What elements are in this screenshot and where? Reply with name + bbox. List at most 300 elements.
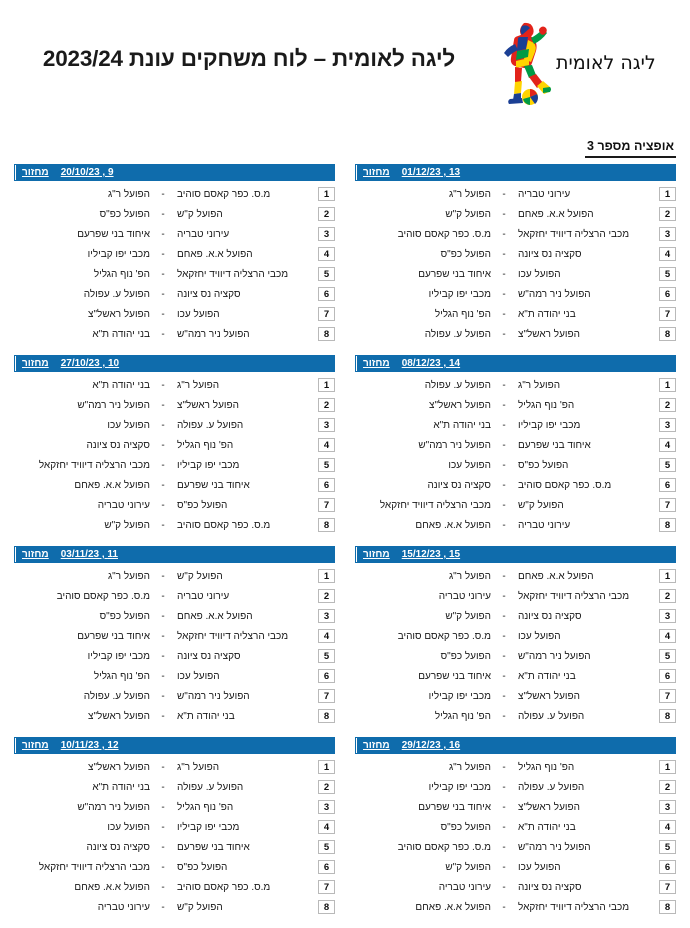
home-team-name: הפועל ראשל"צ xyxy=(518,690,580,702)
match-row xyxy=(14,877,335,897)
match-number: 8 xyxy=(659,518,676,532)
home-team-name: הפועל ניר רמה"ש xyxy=(518,650,591,662)
match-row xyxy=(14,475,335,495)
match-number: 6 xyxy=(659,669,676,683)
match-row xyxy=(355,757,676,777)
versus-dash: - xyxy=(161,479,165,491)
match-row xyxy=(14,244,335,264)
home-team-name: הפועל ניר רמה"ש xyxy=(518,841,591,853)
away-team-name: מכבי הרצליה דיוויד יחזקאל xyxy=(379,499,491,511)
round-match-list xyxy=(14,181,335,344)
match-number: 7 xyxy=(659,880,676,894)
versus-dash: - xyxy=(502,650,506,662)
away-team-name: מ.ס. כפר קאסם סוהיב xyxy=(56,590,150,602)
versus-dash: - xyxy=(161,248,165,260)
round-number-date-text: 13 , 01/12/23 xyxy=(401,167,461,178)
versus-dash: - xyxy=(502,288,506,300)
home-team-name: הפועל ק"ש xyxy=(518,499,564,511)
away-team-name: מכבי יפו קביליו xyxy=(428,288,491,300)
match-number: 6 xyxy=(318,478,335,492)
home-team-name: הפועל כפ"ס xyxy=(177,861,228,873)
away-team-name: מכבי הרצליה דיוויד יחזקאל xyxy=(38,459,150,471)
round-match-list xyxy=(355,181,676,344)
round-match-list xyxy=(355,754,676,917)
match-number: 5 xyxy=(318,458,335,472)
match-number: 2 xyxy=(318,589,335,603)
versus-dash: - xyxy=(502,459,506,471)
match-number: 3 xyxy=(318,800,335,814)
home-team-name: בני יהודה ת"א xyxy=(177,710,235,722)
home-team-name: הפועל ק"ש xyxy=(177,570,223,582)
home-team-name: הפועל ניר רמה"ש xyxy=(177,328,250,340)
home-team-name: הפ' נוף הגליל xyxy=(177,801,234,813)
match-number: 6 xyxy=(659,860,676,874)
match-row xyxy=(14,435,335,455)
away-team-name: הפ' נוף הגליל xyxy=(434,710,491,722)
home-team-name: מכבי הרצליה דיוויד יחזקאל xyxy=(177,630,289,642)
round-block xyxy=(355,355,676,535)
home-team-name: הפועל ע. עפולה xyxy=(177,781,244,793)
versus-dash: - xyxy=(161,268,165,280)
versus-dash: - xyxy=(502,570,506,582)
away-team-name: הפועל כפ"ס xyxy=(99,610,150,622)
match-number: 6 xyxy=(318,287,335,301)
versus-dash: - xyxy=(502,801,506,813)
match-row xyxy=(355,706,676,726)
match-number: 4 xyxy=(318,438,335,452)
match-number: 8 xyxy=(318,327,335,341)
away-team-name: עירוני טבריה xyxy=(97,499,150,511)
round-number-and-date xyxy=(55,165,334,180)
match-number: 1 xyxy=(659,378,676,392)
match-row xyxy=(355,586,676,606)
match-row xyxy=(14,706,335,726)
away-team-name: הפועל ראשל"צ xyxy=(429,399,491,411)
home-team-name: מכבי יפו קביליו xyxy=(177,821,240,833)
match-row xyxy=(14,415,335,435)
away-team-name: הפועל עכו xyxy=(107,419,150,431)
away-team-name: הפועל ר"ג xyxy=(107,570,150,582)
away-team-name: מכבי יפו קביליו xyxy=(87,248,150,260)
home-team-name: מכבי הרצליה דיוויד יחזקאל xyxy=(518,590,630,602)
versus-dash: - xyxy=(502,821,506,833)
match-row xyxy=(14,455,335,475)
match-row xyxy=(355,857,676,877)
match-row xyxy=(14,375,335,395)
away-team-name: הפועל ר"ג xyxy=(448,761,491,773)
versus-dash: - xyxy=(161,590,165,602)
away-team-name: עירוני טבריה xyxy=(438,590,491,602)
versus-dash: - xyxy=(161,690,165,702)
match-row xyxy=(14,897,335,917)
home-team-name: מ.ס. כפר קאסם סוהיב xyxy=(177,519,271,531)
match-row xyxy=(14,757,335,777)
match-row xyxy=(355,495,676,515)
match-row xyxy=(14,515,335,535)
home-team-name: הפועל ניר רמה"ש xyxy=(177,690,250,702)
versus-dash: - xyxy=(161,781,165,793)
match-number: 8 xyxy=(659,327,676,341)
versus-dash: - xyxy=(502,690,506,702)
match-row xyxy=(355,646,676,666)
round-number-and-date xyxy=(396,356,675,371)
match-number: 5 xyxy=(318,267,335,281)
away-team-name: סקציה נס ציונה xyxy=(86,439,150,451)
match-row xyxy=(14,586,335,606)
match-number: 7 xyxy=(318,307,335,321)
match-number: 2 xyxy=(318,207,335,221)
versus-dash: - xyxy=(502,670,506,682)
match-row xyxy=(355,395,676,415)
round-block xyxy=(14,546,335,726)
round-block xyxy=(14,164,335,344)
away-team-name: בני יהודה ת"א xyxy=(92,379,150,391)
versus-dash: - xyxy=(502,188,506,200)
away-team-name: מ.ס. כפר קאסם סוהיב xyxy=(397,228,491,240)
round-block xyxy=(14,737,335,917)
match-number: 8 xyxy=(659,709,676,723)
versus-dash: - xyxy=(502,379,506,391)
match-row xyxy=(14,184,335,204)
round-word-label: מחזור xyxy=(15,165,55,180)
versus-dash: - xyxy=(502,901,506,913)
league-logo xyxy=(490,14,676,106)
home-team-name: הפ' נוף הגליל xyxy=(177,439,234,451)
home-team-name: סקציה נס ציונה xyxy=(518,248,582,260)
versus-dash: - xyxy=(161,228,165,240)
versus-dash: - xyxy=(502,268,506,280)
match-number: 3 xyxy=(318,227,335,241)
match-number: 1 xyxy=(659,569,676,583)
match-row xyxy=(14,817,335,837)
match-number: 3 xyxy=(659,800,676,814)
versus-dash: - xyxy=(161,519,165,531)
match-number: 6 xyxy=(659,478,676,492)
home-team-name: עירוני טבריה xyxy=(518,519,571,531)
match-number: 4 xyxy=(659,629,676,643)
option-label: אופציה מספר 3 xyxy=(585,139,676,158)
away-team-name: מ.ס. כפר קאסם סוהיב xyxy=(397,630,491,642)
match-number: 8 xyxy=(318,709,335,723)
match-row xyxy=(355,666,676,686)
away-team-name: הפועל כפ"ס xyxy=(440,821,491,833)
home-team-name: סקציה נס ציונה xyxy=(177,650,241,662)
match-row xyxy=(355,817,676,837)
versus-dash: - xyxy=(502,610,506,622)
round-match-list xyxy=(355,372,676,535)
match-row xyxy=(355,244,676,264)
match-row xyxy=(14,646,335,666)
versus-dash: - xyxy=(502,710,506,722)
home-team-name: הפועל כפ"ס xyxy=(518,459,569,471)
home-team-name: הפ' נוף הגליל xyxy=(518,761,575,773)
round-number-date-text: 11 , 03/11/23 xyxy=(60,549,118,560)
match-row xyxy=(355,435,676,455)
match-number: 1 xyxy=(659,760,676,774)
round-word-label: מחזור xyxy=(356,547,396,562)
match-row xyxy=(14,204,335,224)
round-word-label: מחזור xyxy=(356,356,396,371)
match-row xyxy=(355,475,676,495)
away-team-name: הפועל עכו xyxy=(107,821,150,833)
away-team-name: מכבי יפו קביליו xyxy=(87,650,150,662)
home-team-name: איחוד בני שפרעם xyxy=(177,479,250,491)
match-number: 7 xyxy=(659,498,676,512)
home-team-name: הפועל עכו xyxy=(177,308,220,320)
home-team-name: מ.ס. כפר קאסם סוהיב xyxy=(518,479,612,491)
home-team-name: הפועל ניר רמה"ש xyxy=(518,288,591,300)
home-team-name: סקציה נס ציונה xyxy=(518,610,582,622)
match-number: 5 xyxy=(659,649,676,663)
match-number: 4 xyxy=(659,820,676,834)
away-team-name: איחוד בני שפרעם xyxy=(418,670,491,682)
round-number-and-date xyxy=(396,547,675,562)
football-player-logo-icon xyxy=(490,20,552,106)
away-team-name: סקציה נס ציונה xyxy=(86,841,150,853)
versus-dash: - xyxy=(161,821,165,833)
match-row xyxy=(14,686,335,706)
away-team-name: סקציה נס ציונה xyxy=(427,479,491,491)
versus-dash: - xyxy=(502,590,506,602)
versus-dash: - xyxy=(161,670,165,682)
match-row xyxy=(14,495,335,515)
match-number: 7 xyxy=(318,689,335,703)
round-number-and-date xyxy=(55,547,334,562)
home-team-name: הפועל עכו xyxy=(518,630,561,642)
versus-dash: - xyxy=(161,499,165,511)
away-team-name: בני יהודה ת"א xyxy=(433,419,491,431)
versus-dash: - xyxy=(502,308,506,320)
round-number-date-text: 9 , 20/10/23 xyxy=(60,167,114,178)
versus-dash: - xyxy=(161,901,165,913)
match-number: 1 xyxy=(318,378,335,392)
versus-dash: - xyxy=(161,801,165,813)
home-team-name: איחוד בני שפרעם xyxy=(177,841,250,853)
home-team-name: הפועל עכו xyxy=(518,268,561,280)
match-number: 7 xyxy=(318,880,335,894)
away-team-name: הפועל ניר רמה"ש xyxy=(77,801,150,813)
match-number: 5 xyxy=(659,267,676,281)
home-team-name: מכבי יפו קביליו xyxy=(518,419,581,431)
versus-dash: - xyxy=(161,650,165,662)
versus-dash: - xyxy=(161,881,165,893)
match-number: 4 xyxy=(318,629,335,643)
match-row xyxy=(14,626,335,646)
match-row xyxy=(355,455,676,475)
versus-dash: - xyxy=(502,419,506,431)
match-row xyxy=(355,797,676,817)
away-team-name: הפועל ע. עפולה xyxy=(424,379,491,391)
match-row xyxy=(14,304,335,324)
match-number: 2 xyxy=(659,398,676,412)
home-team-name: בני יהודה ת"א xyxy=(518,670,576,682)
home-team-name: הפועל ע. עפולה xyxy=(177,419,244,431)
versus-dash: - xyxy=(161,570,165,582)
match-number: 5 xyxy=(659,840,676,854)
away-team-name: הפועל א.א. פאחם xyxy=(74,881,150,893)
round-match-list xyxy=(14,754,335,917)
round-number-date-text: 14 , 08/12/23 xyxy=(401,358,461,369)
match-row xyxy=(355,686,676,706)
home-team-name: הפועל ראשל"צ xyxy=(518,328,580,340)
match-number: 8 xyxy=(659,900,676,914)
home-team-name: הפועל ראשל"צ xyxy=(518,801,580,813)
match-row xyxy=(355,777,676,797)
away-team-name: איחוד בני שפרעם xyxy=(418,268,491,280)
match-number: 3 xyxy=(318,418,335,432)
home-team-name: הפועל א.א. פאחם xyxy=(177,248,253,260)
home-team-name: עירוני טבריה xyxy=(177,228,230,240)
away-team-name: הפועל ק"ש xyxy=(104,519,150,531)
home-team-name: הפועל א.א. פאחם xyxy=(177,610,253,622)
round-match-list xyxy=(14,563,335,726)
home-team-name: מ.ס. כפר קאסם סוהיב xyxy=(177,881,271,893)
home-team-name: הפועל ע. עפולה xyxy=(518,710,585,722)
match-row xyxy=(355,284,676,304)
home-team-name: מכבי הרצליה דיוויד יחזקאל xyxy=(518,228,630,240)
home-team-name: הפ' נוף הגליל xyxy=(518,399,575,411)
match-row xyxy=(355,606,676,626)
home-team-name: הפועל ר"ג xyxy=(518,379,561,391)
away-team-name: הפועל כפ"ס xyxy=(440,650,491,662)
round-header xyxy=(355,737,676,754)
match-number: 1 xyxy=(318,187,335,201)
home-team-name: הפועל עכו xyxy=(518,861,561,873)
away-team-name: מכבי יפו קביליו xyxy=(428,690,491,702)
versus-dash: - xyxy=(502,841,506,853)
round-word-label: מחזור xyxy=(356,738,396,753)
match-row xyxy=(14,837,335,857)
versus-dash: - xyxy=(502,861,506,873)
match-row xyxy=(355,304,676,324)
match-number: 7 xyxy=(318,498,335,512)
versus-dash: - xyxy=(161,399,165,411)
match-number: 2 xyxy=(659,780,676,794)
match-row xyxy=(14,566,335,586)
away-team-name: הפועל עכו xyxy=(448,459,491,471)
away-team-name: מ.ס. כפר קאסם סוהיב xyxy=(397,841,491,853)
away-team-name: הפועל ניר רמה"ש xyxy=(418,439,491,451)
match-row xyxy=(14,284,335,304)
logo-wordmark: ליגה לאומית xyxy=(556,52,656,74)
round-header xyxy=(355,546,676,563)
match-number: 2 xyxy=(318,398,335,412)
match-row xyxy=(355,415,676,435)
home-team-name: מכבי הרצליה דיוויד יחזקאל xyxy=(518,901,630,913)
away-team-name: הפועל ק"ש xyxy=(445,610,491,622)
versus-dash: - xyxy=(502,208,506,220)
match-row xyxy=(14,606,335,626)
away-team-name: בני יהודה ת"א xyxy=(92,328,150,340)
home-team-name: הפועל ק"ש xyxy=(177,901,223,913)
match-number: 5 xyxy=(659,458,676,472)
match-row xyxy=(355,204,676,224)
home-team-name: הפועל א.א. פאחם xyxy=(518,208,594,220)
away-team-name: עירוני טבריה xyxy=(97,901,150,913)
round-number-and-date xyxy=(55,356,334,371)
match-row xyxy=(14,797,335,817)
away-team-name: הפועל ע. עפולה xyxy=(83,690,150,702)
round-word-label: מחזור xyxy=(15,356,55,371)
round-block xyxy=(14,355,335,535)
versus-dash: - xyxy=(161,761,165,773)
match-row xyxy=(355,375,676,395)
round-block xyxy=(355,546,676,726)
versus-dash: - xyxy=(161,288,165,300)
match-row xyxy=(355,897,676,917)
page-title: ליגה לאומית – לוח משחקים עונת 2023/24 xyxy=(42,46,456,71)
away-team-name: הפועל ר"ג xyxy=(107,188,150,200)
home-team-name: סקציה נס ציונה xyxy=(518,881,582,893)
match-row xyxy=(355,837,676,857)
away-team-name: בני יהודה ת"א xyxy=(92,781,150,793)
match-number: 1 xyxy=(318,760,335,774)
match-number: 6 xyxy=(318,860,335,874)
match-number: 4 xyxy=(318,820,335,834)
away-team-name: עירוני טבריה xyxy=(438,881,491,893)
versus-dash: - xyxy=(502,881,506,893)
home-team-name: סקציה נס ציונה xyxy=(177,288,241,300)
match-number: 2 xyxy=(659,207,676,221)
away-team-name: הפועל ראשל"צ xyxy=(88,761,150,773)
home-team-name: הפועל ק"ש xyxy=(177,208,223,220)
match-number: 4 xyxy=(318,247,335,261)
versus-dash: - xyxy=(161,841,165,853)
versus-dash: - xyxy=(502,499,506,511)
match-row xyxy=(355,264,676,284)
round-number-date-text: 16 , 29/12/23 xyxy=(401,740,461,751)
match-row xyxy=(14,395,335,415)
away-team-name: הפועל ניר רמה"ש xyxy=(77,399,150,411)
away-team-name: הפועל ר"ג xyxy=(448,188,491,200)
match-number: 6 xyxy=(318,669,335,683)
away-team-name: איחוד בני שפרעם xyxy=(77,630,150,642)
versus-dash: - xyxy=(161,308,165,320)
match-number: 1 xyxy=(318,569,335,583)
match-number: 4 xyxy=(659,247,676,261)
round-header xyxy=(14,546,335,563)
versus-dash: - xyxy=(502,248,506,260)
away-team-name: הפועל כפ"ס xyxy=(99,208,150,220)
away-team-name: איחוד בני שפרעם xyxy=(77,228,150,240)
versus-dash: - xyxy=(161,188,165,200)
away-team-name: הפועל ק"ש xyxy=(445,208,491,220)
versus-dash: - xyxy=(502,761,506,773)
versus-dash: - xyxy=(161,379,165,391)
away-team-name: הפועל ראשל"צ xyxy=(88,710,150,722)
round-header xyxy=(14,164,335,181)
versus-dash: - xyxy=(502,630,506,642)
match-row xyxy=(14,224,335,244)
versus-dash: - xyxy=(161,208,165,220)
page-header xyxy=(0,0,690,120)
round-word-label: מחזור xyxy=(356,165,396,180)
match-row xyxy=(355,877,676,897)
home-team-name: עירוני טבריה xyxy=(177,590,230,602)
versus-dash: - xyxy=(161,610,165,622)
round-block xyxy=(355,164,676,344)
match-row xyxy=(355,324,676,344)
versus-dash: - xyxy=(502,328,506,340)
match-number: 3 xyxy=(659,609,676,623)
versus-dash: - xyxy=(161,419,165,431)
versus-dash: - xyxy=(502,519,506,531)
round-match-list xyxy=(355,563,676,726)
round-number-and-date xyxy=(396,738,675,753)
home-team-name: הפועל עכו xyxy=(177,670,220,682)
away-team-name: מכבי יפו קביליו xyxy=(428,781,491,793)
home-team-name: הפועל ר"ג xyxy=(177,379,220,391)
